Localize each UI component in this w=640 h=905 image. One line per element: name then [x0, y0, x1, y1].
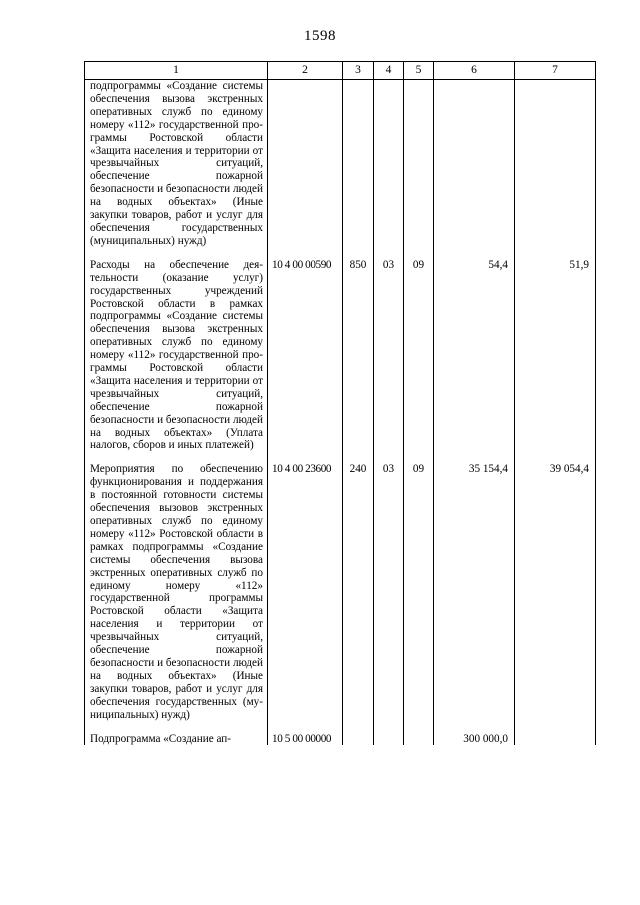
row-amount-1: 35 154,4 — [434, 463, 515, 721]
row-spacer — [85, 248, 596, 259]
row-spacer — [85, 452, 596, 463]
table-header-row — [85, 62, 596, 80]
row-subsection: 09 — [404, 259, 434, 453]
row-section — [374, 733, 404, 746]
row-subsection — [404, 80, 434, 248]
row-spacer — [85, 722, 596, 733]
row-amount-2 — [515, 80, 596, 248]
column-header-1: 1 — [85, 62, 268, 80]
row-amount-1: 54,4 — [434, 259, 515, 453]
budget-table — [84, 61, 596, 745]
column-header-2: 2 — [268, 62, 343, 80]
row-subsection: 09 — [404, 463, 434, 721]
row-description: Подпрограмма «Создание ап- — [85, 733, 268, 746]
row-target-code: 10 4 00 23600 — [268, 463, 343, 721]
row-expense-type: 240 — [343, 463, 374, 721]
row-amount-1 — [434, 80, 515, 248]
row-target-code: 10 5 00 00000 — [268, 733, 343, 746]
row-amount-2: 51,9 — [515, 259, 596, 453]
row-amount-2 — [515, 733, 596, 746]
row-description: подпрограммы «Создание системы обеспечения вызова экстренных оперативных служб по единому номеру «112» государственной программы Ростовской области «Защита населения и территории от чрезвычайных ситуаций, обеспечение пожарной безопасности и безопасности людей на водных объектах» (Иные закупки товаров, работ и услуг для обеспечения государственных (муниципальных) нужд) — [85, 80, 268, 248]
table-row — [85, 733, 596, 746]
column-header-4: 4 — [374, 62, 404, 80]
row-target-code — [268, 80, 343, 248]
row-amount-2: 39 054,4 — [515, 463, 596, 721]
page-number: 1598 — [304, 28, 336, 44]
table-row — [85, 259, 596, 453]
row-description: Мероприятия по обеспечению функционирования и поддержания в постоянной готовности системы обеспечения вызовов экстренных оперативных служб по единому номеру «112» Ростовской области в рамках подпрограммы «Создание системы обеспечения вызова экстренных оперативных служб по единому номеру «112» государственной программы Ростовской области «Защита населения и территории от чрезвычайных ситуаций, обеспечение пожарной безопасности и безопасности людей на водных объектах» (Иные закупки товаров, работ и услуг для обеспечения государственных (муниципальных) нужд) — [85, 463, 268, 721]
row-target-code: 10 4 00 00590 — [268, 259, 343, 453]
row-description: Расходы на обеспечение деятельности (оказание услуг) государственных учреждений Ростовской области в рамках подпрограммы «Создание системы обеспечения вызова экстренных оперативных служб по единому номеру «112» государственной программы Ростовской области «Защита населения и территории от чрезвычайных ситуаций, обеспечение пожарной безопасности и безопасности людей на водных объектах» (Уплата налогов, сборов и иных платежей) — [85, 259, 268, 453]
column-header-3: 3 — [343, 62, 374, 80]
column-header-6: 6 — [434, 62, 515, 80]
table-row — [85, 80, 596, 248]
row-section — [374, 80, 404, 248]
row-expense-type: 850 — [343, 259, 374, 453]
row-expense-type — [343, 733, 374, 746]
row-expense-type — [343, 80, 374, 248]
row-section: 03 — [374, 259, 404, 453]
column-header-7: 7 — [515, 62, 596, 80]
row-amount-1: 300 000,0 — [434, 733, 515, 746]
row-subsection — [404, 733, 434, 746]
table-row — [85, 463, 596, 721]
column-header-5: 5 — [404, 62, 434, 80]
row-section: 03 — [374, 463, 404, 721]
